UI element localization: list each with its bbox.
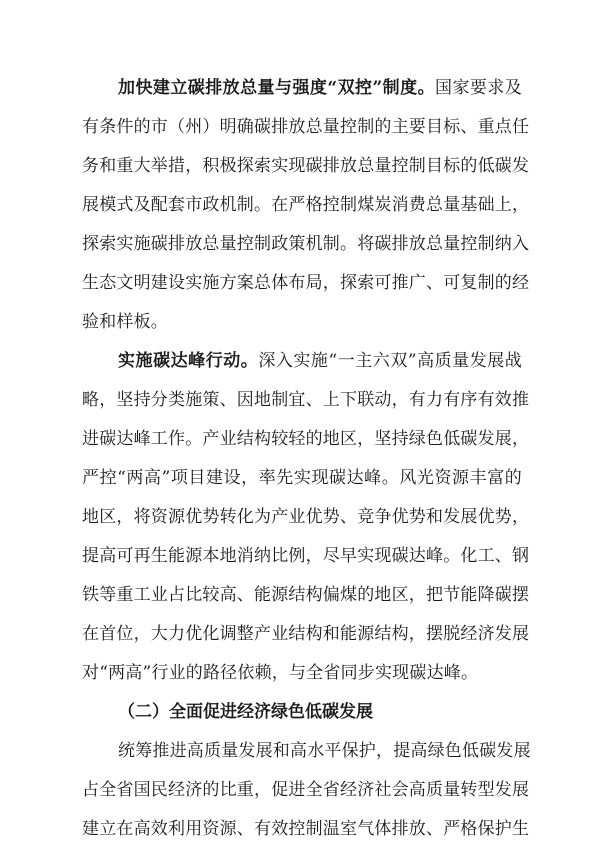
paragraph-2-line-2: 略，坚持分类施策、因地制宜、上下联动，有力有序有效推 [82, 390, 530, 410]
paragraph-1-line-2: 有条件的市（州）明确碳排放总量控制的主要目标、重点任 [82, 117, 530, 137]
paragraph-1-line-6: 生态文明建设实施方案总体布局，探索可推广、可复制的经 [82, 273, 530, 293]
paragraph-2-line-7: 铁等重工业占比较高、能源结构偏煤的地区，把节能降碳摆 [82, 585, 530, 605]
paragraph-1-line-5: 探索实施碳排放总量控制政策机制。将碳排放总量控制纳入 [82, 234, 530, 254]
paragraph-3-line-2: 占全省国民经济的比重，促进全省经济社会高质量转型发展 [82, 780, 530, 800]
paragraph-2-line-9: 对“两高”行业的路径依赖，与全省同步实现碳达峰。 [82, 663, 479, 683]
paragraph-1-line-4: 展模式及配套市政机制。在严格控制煤炭消费总量基础上， [82, 195, 530, 215]
paragraph-1-line-7: 验和样板。 [82, 312, 168, 332]
paragraph-1-lead: 加快建立碳排放总量与强度“双控”制度。 [118, 78, 436, 98]
paragraph-1-line-1-text: 国家要求及 [435, 78, 522, 98]
paragraph-2-line-3: 进碳达峰工作。产业结构较轻的地区，坚持绿色低碳发展， [82, 429, 530, 449]
paragraph-2-lead: 实施碳达峰行动。 [118, 351, 259, 371]
section-heading: （二）全面促进经济绿色低碳发展 [118, 702, 373, 722]
paragraph-3-line-3: 建立在高效利用资源、有效控制温室气体排放、严格保护生 [82, 819, 530, 839]
paragraph-2-line-8: 在首位，大力优化调整产业结构和能源结构，摆脱经济发展 [82, 624, 530, 644]
paragraph-2-line-4: 严控“两高”项目建设，率先实现碳达峰。风光资源丰富的 [82, 468, 522, 488]
paragraph-2-line-5: 地区，将资源优势转化为产业优势、竞争优势和发展优势， [82, 507, 530, 527]
paragraph-2-line-6: 提高可再生能源本地消纳比例，尽早实现碳达峰。化工、钢 [82, 546, 530, 566]
paragraph-3-line-1: 统筹推进高质量发展和高水平保护，提高绿色低碳发展 [118, 741, 531, 761]
paragraph-1-line-3: 务和重大举措，积极探索实现碳排放总量控制目标的低碳发 [82, 156, 530, 176]
paragraph-2-line-1 [118, 347, 522, 375]
paragraph-1-line-1 [118, 74, 522, 102]
paragraph-2-line-1-text: 深入实施“一主六双”高质量发展战 [258, 351, 522, 371]
